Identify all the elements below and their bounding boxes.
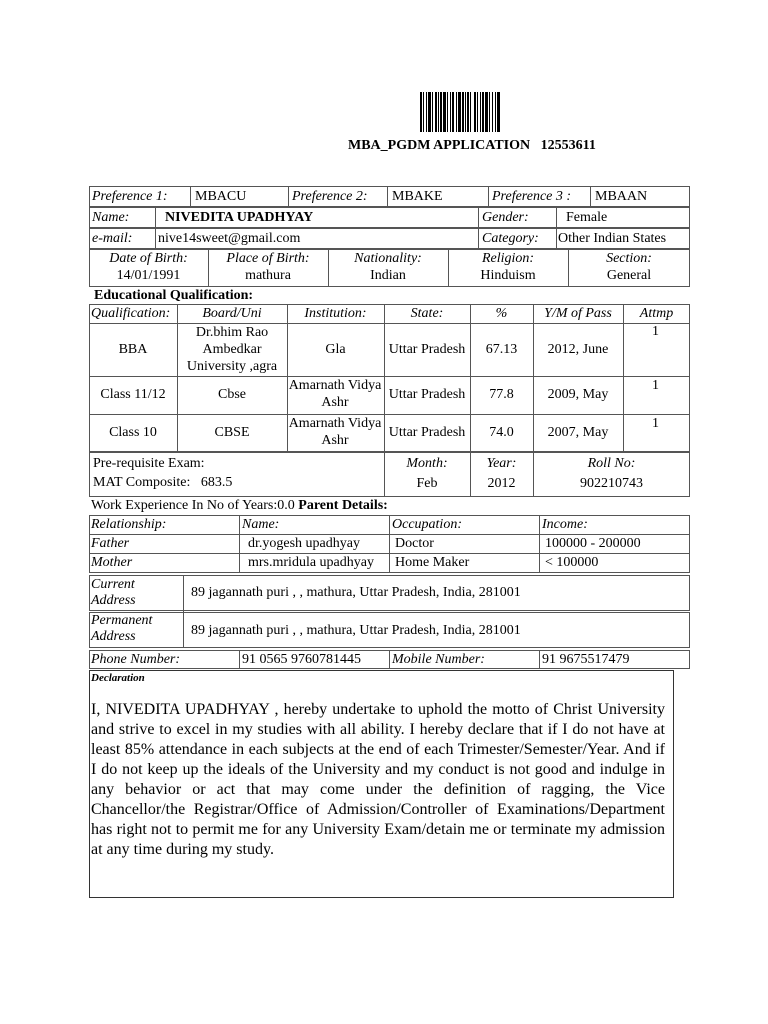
parent-relationship: Mother [91,555,133,570]
preference-2-label: Preference 2: [292,189,368,204]
mobile-value: 91 9675517479 [542,652,630,667]
roll-value: 902210743 [580,476,643,491]
name-value: NIVEDITA UPADHYAY [165,210,314,225]
edu-state: Uttar Pradesh [388,342,466,357]
dob-label: Date of Birth: [109,251,188,266]
category-value: Other Indian States [558,231,667,246]
parent-name: dr.yogesh upadhyay [248,536,360,551]
prereq-exam-label: Pre-requisite Exam: [93,456,205,471]
education-title: Educational Qualification: [94,288,254,303]
permanent-address-value: 89 jagannath puri , , mathura, Uttar Pradesh, India, 281001 [191,623,521,638]
religion-label: Religion: [481,251,535,266]
edu-institution: Gla [325,342,346,357]
parent-income: < 100000 [545,555,599,570]
application-number: 12553611 [540,138,596,153]
edu-header-attempts: Attmp [639,306,674,321]
section-label: Section: [606,251,652,266]
parent-occupation: Doctor [395,536,434,551]
edu-year: 2007, May [547,425,609,440]
phone-value: 91 0565 9760781445 [242,652,361,667]
edu-year: 2009, May [547,387,609,402]
edu-state: Uttar Pradesh [388,387,466,402]
parent-header-relationship: Relationship: [91,517,167,532]
dob-value: 14/01/1991 [116,268,181,283]
parent-details-title: Parent Details: [298,498,388,513]
edu-institution: Amarnath Vidya Ashr [288,416,382,448]
preference-1-value: MBACU [195,189,247,204]
parent-relationship: Father [91,536,130,551]
work-experience: Work Experience In No of Years:0.0 Parent Details: [91,498,388,513]
email-value: nive14sweet@gmail.com [158,231,301,246]
edu-qualification: Class 11/12 [100,387,166,402]
parent-income: 100000 - 200000 [545,536,641,551]
current-address-label: Current Address [91,577,136,608]
edu-percent: 77.8 [489,387,514,402]
edu-header-year: Y/M of Pass [544,306,612,321]
edu-attempts: 1 [652,378,659,393]
religion-value: Hinduism [480,268,536,283]
parent-header-occupation: Occupation: [392,517,462,532]
mobile-label: Mobile Number: [392,652,485,667]
edu-year: 2012, June [547,342,609,357]
preference-1-label: Preference 1: [92,189,168,204]
parent-header-name: Name: [242,517,280,532]
edu-board: CBSE [214,425,250,440]
permanent-address-label: Permanent Address [91,613,153,644]
parent-occupation: Home Maker [395,555,470,570]
edu-percent: 74.0 [489,425,514,440]
application-title: MBA_PGDM APPLICATION 12553611 [348,138,596,153]
section-value: General [606,268,652,283]
category-label: Category: [482,231,539,246]
name-label: Name: [92,210,130,225]
edu-header-institution: Institution: [304,306,367,321]
edu-percent: 67.13 [485,342,518,357]
gender-label: Gender: [482,210,529,225]
edu-qualification: BBA [118,342,148,357]
roll-label: Roll No: [587,456,636,471]
edu-qualification: Class 10 [109,425,157,440]
mat-composite: MAT Composite: 683.5 [93,475,233,490]
preference-3-label: Preference 3 : [492,189,572,204]
edu-institution: Amarnath Vidya Ashr [288,378,382,410]
pob-value: mathura [245,268,291,283]
declaration-text: I, NIVEDITA UPADHYAY , hereby undertake to uphold the motto of Christ University and strive to excel in my studies with all ability. I hereby declare that if I do not have at least 85% attendance in each subjects at the end of each Trimester/Semester/Year. And if I do not keep up the ideals of the University and my conduct is not good and indulge in any behavior or act that may come under the definition of ragging, the Vice Chancellor/the Registrar/Office of Admission/Controller of Examinations/Department has right not to permit me for any University Exam/detain me or terminate my admission at any time during my study. [91,701,665,858]
edu-header-qualification: Qualification: [91,306,171,321]
barcode [420,92,536,132]
edu-board: Dr.bhim Rao Ambedkar University ,agra [186,325,278,374]
nationality-value: Indian [370,268,406,283]
edu-header-board: Board/Uni [202,306,262,321]
edu-attempts: 1 [652,416,659,431]
edu-state: Uttar Pradesh [388,425,466,440]
pob-label: Place of Birth: [226,251,310,266]
preference-2-value: MBAKE [392,189,443,204]
edu-attempts: 1 [652,324,659,339]
preference-3-value: MBAAN [595,189,648,204]
year-label: Year: [486,456,517,471]
edu-header-state: State: [410,306,444,321]
month-value: Feb [416,476,438,491]
month-label: Month: [406,456,448,471]
gender-value: Female [566,210,608,225]
email-label: e-mail: [92,231,133,246]
edu-header-percent: % [495,306,508,321]
parent-header-income: Income: [542,517,588,532]
phone-label: Phone Number: [91,652,181,667]
current-address-value: 89 jagannath puri , , mathura, Uttar Pradesh, India, 281001 [191,585,521,600]
nationality-label: Nationality: [354,251,422,266]
declaration-title: Declaration [91,672,145,684]
parent-name: mrs.mridula upadhyay [248,555,374,570]
year-value: 2012 [487,476,516,491]
edu-board: Cbse [218,387,246,402]
